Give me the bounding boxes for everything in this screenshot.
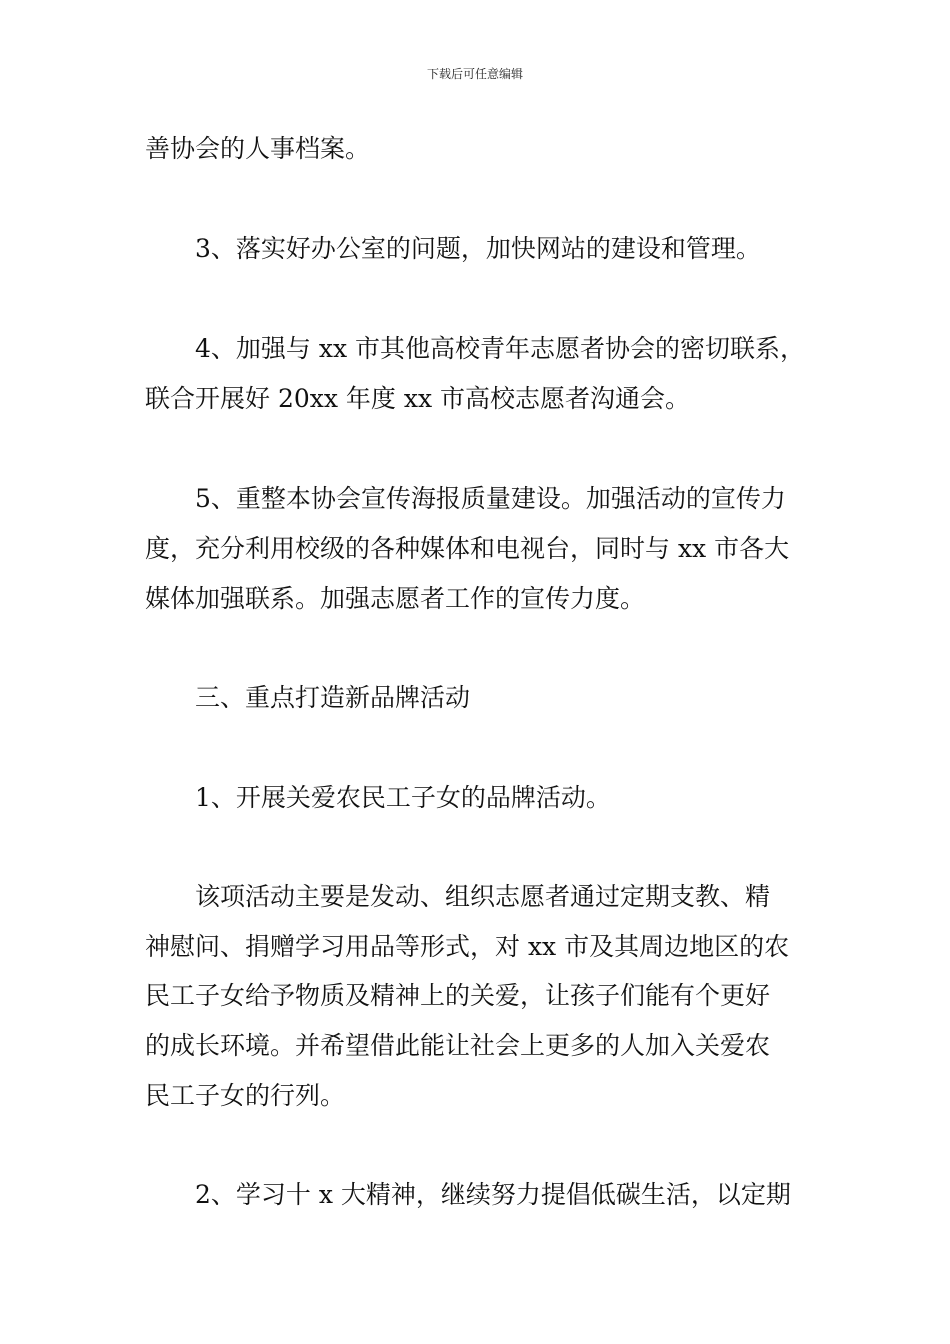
text-line: 善协会的人事档案。 bbox=[145, 134, 371, 163]
text-line: 1、开展关爱农民工子女的品牌活动。 bbox=[195, 783, 611, 812]
text-line: 4、加强与 xx 市其他高校青年志愿者协会的密切联系， bbox=[195, 334, 805, 363]
text-line: 联合开展好 20xx 年度 xx 市高校志愿者沟通会。 bbox=[145, 384, 690, 413]
text-line: 媒体加强联系。加强志愿者工作的宣传力度。 bbox=[145, 584, 646, 613]
text-line: 的成长环境。并希望借此能让社会上更多的人加入关爱农 bbox=[145, 1031, 771, 1060]
text-line: 民工子女给予物质及精神上的关爱，让孩子们能有个更好 bbox=[145, 981, 771, 1010]
text-line: 神慰问、捐赠学习用品等形式，对 xx 市及其周边地区的农 bbox=[145, 932, 790, 961]
text-line: 该项活动主要是发动、组织志愿者通过定期支教、精 bbox=[195, 882, 771, 911]
text-line: 度，充分利用校级的各种媒体和电视台，同时与 xx 市各大 bbox=[145, 534, 790, 563]
section-heading: 三、重点打造新品牌活动 bbox=[195, 683, 471, 712]
text-line: 民工子女的行列。 bbox=[145, 1081, 346, 1110]
page-header: 下载后可任意编辑 bbox=[426, 67, 523, 81]
text-line: 2、学习十 x 大精神，继续努力提倡低碳生活，以定期 bbox=[195, 1180, 791, 1209]
text-line: 5、重整本协会宣传海报质量建设。加强活动的宣传力 bbox=[195, 484, 786, 513]
text-line: 3、落实好办公室的问题，加快网站的建设和管理。 bbox=[195, 234, 761, 263]
